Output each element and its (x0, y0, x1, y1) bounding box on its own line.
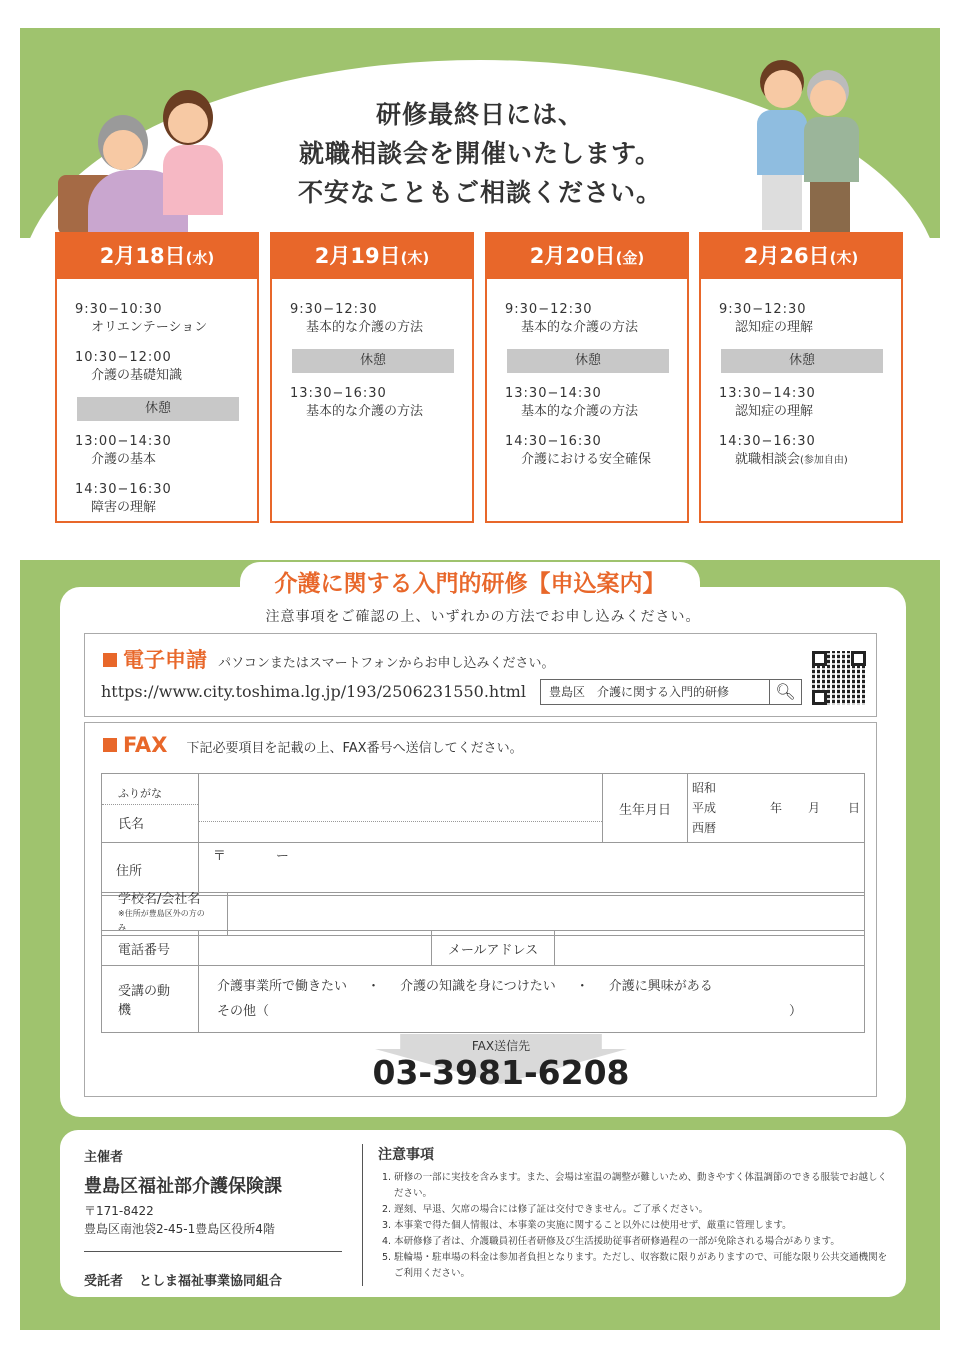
session-time: 14:30−16:30 (505, 434, 602, 449)
motive-option[interactable]: 介護の知識を身につけたい (400, 979, 556, 994)
session-name: 就職相談会 (735, 452, 801, 467)
birthdate-label: 生年月日 (603, 774, 688, 843)
schedule-date (487, 234, 687, 279)
schedule-card (699, 232, 903, 523)
name-label: 氏名 (118, 816, 145, 832)
fax-heading-text: FAX (123, 733, 168, 757)
postal-dash: ー (275, 849, 289, 864)
session-time: 9:30−12:30 (290, 302, 378, 317)
online-description: パソコンまたはスマートフォンからお申し込みください。 (218, 656, 555, 671)
schedule-card (485, 232, 689, 523)
session-name: 基本的な介護の方法 (306, 404, 424, 419)
session-time: 9:30−12:30 (505, 302, 593, 317)
session (719, 433, 883, 470)
divider (84, 1251, 342, 1252)
session-note: (参加自由) (800, 455, 848, 466)
address-field[interactable] (198, 843, 864, 896)
note-item: 3. 本事業で得た個人情報は、本事業の実施に関すること以外には使用せず、厳重に管理します。 (382, 1220, 792, 1231)
session (75, 481, 239, 517)
organizer-name: 豊島区福祉部介護保険課 (84, 1176, 282, 1197)
session-name: 障害の理解 (91, 500, 157, 515)
organizer-postal: 〒171-8422 (84, 1204, 154, 1218)
note-item: 1. 研修の一部に実技を含みます。また、会場は室温の調整が難しいため、動きやすく体温調節のできる服装でお越しください。 (382, 1172, 887, 1199)
session-name: 介護における安全確保 (521, 452, 652, 467)
fax-description: 下記必要項目を記載の上、FAX番号へ送信してください。 (186, 741, 523, 756)
session (290, 301, 454, 337)
schedule-card (55, 232, 259, 523)
session (505, 385, 669, 421)
fax-send-label: FAX送信先 (471, 1039, 531, 1053)
note-item: 4. 本研修修了者は、介護職員初任者研修及び生活援助従事者研修過程の一部が免除される場合があります。 (382, 1236, 840, 1247)
motive-field[interactable] (199, 966, 865, 1033)
era-heisei[interactable]: 平成 (691, 801, 716, 815)
email-field[interactable] (555, 931, 865, 966)
month-label: 月 (807, 801, 820, 815)
search-box[interactable] (540, 679, 802, 705)
note-item: 2. 遅刻、早退、欠席の場合には修了証は交付できません。ご了承ください。 (382, 1204, 709, 1215)
session-name: オリエンテーション (91, 320, 208, 335)
day-label: 日 (847, 801, 860, 815)
headline-line: 不安なこともご相談ください。 (297, 178, 662, 207)
session-time: 13:30−14:30 (719, 386, 816, 401)
break-label: 休憩 (292, 349, 454, 373)
motive-label: 受講の動機 (102, 966, 199, 1033)
school-label: 学校名/会社名 (118, 892, 201, 907)
square-bullet-icon (103, 653, 117, 667)
square-bullet-icon (103, 738, 117, 752)
furigana-label: ふりがな (102, 777, 198, 805)
motive-other-close: ） (788, 1004, 802, 1019)
session-time: 9:30−12:30 (719, 302, 807, 317)
headline-line: 研修最終日には、 (375, 100, 584, 129)
year-label: 年 (769, 801, 782, 815)
session (75, 433, 239, 469)
date-text: 2月20日 (529, 244, 616, 268)
schedule-card (270, 232, 474, 523)
session-name: 認知症の理解 (735, 404, 814, 419)
contractor-name: としま福祉事業協同組合 (139, 1274, 283, 1289)
session (719, 385, 883, 421)
weekday-text: (金) (615, 249, 645, 267)
fax-application-box (84, 722, 877, 1097)
application-title: 介護に関する入門的研修【申込案内】 (240, 562, 700, 604)
session (719, 301, 883, 337)
break-label: 休憩 (721, 349, 883, 373)
fax-form (101, 773, 865, 896)
motive-options (217, 974, 846, 999)
application-url[interactable]: https://www.city.toshima.lg.jp/193/2506231550.html (101, 682, 526, 701)
info-panel (60, 1130, 906, 1297)
organizer-label: 主催者 (84, 1150, 124, 1165)
schedule-date (701, 234, 901, 279)
vertical-divider (362, 1144, 363, 1286)
notes-list (382, 1170, 894, 1282)
fax-heading (103, 733, 523, 757)
caregiver-illustration-right (752, 55, 872, 235)
separator: ・ (575, 979, 589, 994)
schedule-date (57, 234, 257, 279)
application-subtitle: 注意事項をご確認の上、いずれかの方法でお申し込みください。 (265, 609, 701, 625)
birthdate-field[interactable] (687, 774, 864, 843)
headline (200, 95, 760, 212)
weekday-text: (木) (829, 249, 859, 267)
search-icon[interactable]: 🔍︎ (769, 680, 801, 704)
session-time: 13:00−14:30 (75, 434, 172, 449)
qr-code (812, 651, 866, 705)
session-name: 基本的な介護の方法 (521, 404, 639, 419)
name-field[interactable] (198, 774, 602, 843)
date-text: 2月19日 (314, 244, 401, 268)
session-name: 介護の基礎知識 (91, 368, 183, 383)
phone-label: 電話番号 (102, 931, 199, 966)
online-application-box (84, 633, 877, 717)
search-input[interactable]: 豊島区 介護に関する入門的研修 (549, 685, 730, 699)
headline-line: 就職相談会を開催いたします。 (298, 139, 661, 168)
online-heading (103, 644, 555, 674)
session (505, 433, 669, 469)
session-time: 14:30−16:30 (75, 482, 172, 497)
session-name: 介護の基本 (91, 452, 157, 467)
weekday-text: (水) (185, 249, 215, 267)
session (75, 301, 239, 337)
address-label: 住所 (102, 843, 199, 896)
session-time: 13:30−16:30 (290, 386, 387, 401)
date-text: 2月18日 (99, 244, 186, 268)
schedule-date (272, 234, 472, 279)
online-heading-text: 電子申請 (123, 648, 207, 672)
break-label: 休憩 (507, 349, 669, 373)
notes-title: 注意事項 (378, 1147, 434, 1163)
weekday-text: (木) (400, 249, 430, 267)
date-text: 2月26日 (743, 244, 830, 268)
session-time: 13:30−14:30 (505, 386, 602, 401)
postal-mark: 〒 (212, 849, 226, 864)
motive-other[interactable]: その他（ (217, 1004, 270, 1019)
phone-field[interactable] (199, 931, 432, 966)
contractor-label: 受託者 (84, 1274, 124, 1289)
session-time: 9:30−10:30 (75, 302, 163, 317)
organizer-address: 豊島区南池袋2-45-1豊島区役所4階 (84, 1222, 275, 1236)
email-label: メールアドレス (432, 931, 555, 966)
break-label: 休憩 (77, 397, 239, 421)
session (75, 349, 239, 385)
session-time: 14:30−16:30 (719, 434, 816, 449)
session (505, 301, 669, 337)
motive-option[interactable]: 介護に興味がある (608, 979, 713, 994)
session-name: 認知症の理解 (735, 320, 814, 335)
fax-form-contact (101, 930, 865, 1033)
session-name: 基本的な介護の方法 (521, 320, 639, 335)
note-item: 5. 駐輪場・駐車場の料金は参加者負担となります。ただし、収容数に限りがありますので、可能な限り公共交通機関をご利用ください。 (382, 1252, 888, 1279)
era-seireki[interactable]: 西暦 (691, 821, 716, 835)
session-time: 10:30−12:00 (75, 350, 172, 365)
motive-option[interactable]: 介護事業所で働きたい (217, 979, 348, 994)
fax-number: 03-3981-6208 (372, 1053, 630, 1092)
separator: ・ (367, 979, 381, 994)
era-showa[interactable]: 昭和 (691, 781, 716, 795)
session (290, 385, 454, 421)
school-note: ※住所が豊島区外の方のみ (118, 909, 205, 932)
session-name: 基本的な介護の方法 (306, 320, 424, 335)
